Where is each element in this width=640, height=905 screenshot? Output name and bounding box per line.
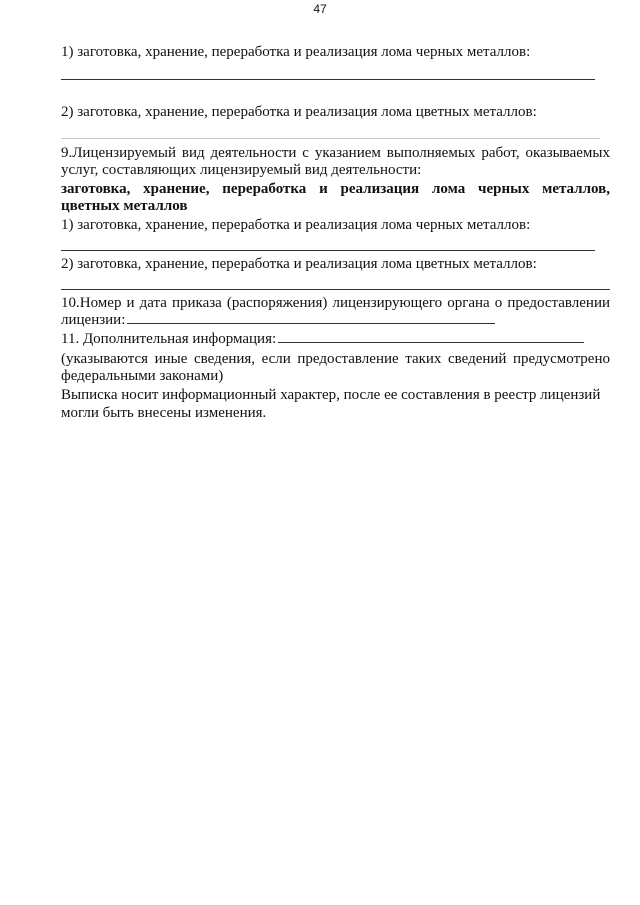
- s10-license-label: лицензии:: [61, 312, 126, 328]
- s9-item-ferrous-label: 1) заготовка, хранение, переработка и реализация лома черных металлов:: [61, 217, 531, 233]
- s8-item-ferrous-fill-line: [61, 79, 595, 80]
- s8-item-nonferrous-label: 2) заготовка, хранение, переработка и реализация лома цветных металлов:: [61, 104, 537, 120]
- s9-activity-bold-line1: заготовка, хранение, переработка и реализация лома черных металлов,: [61, 181, 610, 197]
- s9-item-nonferrous-label: 2) заготовка, хранение, переработка и реализация лома цветных металлов:: [61, 256, 537, 272]
- s11-note-line1: (указываются иные сведения, если предоставление таких сведений предусмотрено: [61, 351, 610, 367]
- page-number: 47: [313, 2, 327, 16]
- s9-activity-bold-line2: цветных металлов: [61, 198, 188, 214]
- s9-item-ferrous-fill-line: [61, 250, 595, 251]
- s11-additional-info-fill-line: [278, 341, 584, 343]
- s8-item-nonferrous-fill-line: [61, 138, 600, 139]
- s9-heading-line1: 9.Лицензируемый вид деятельности с указанием выполняемых работ, оказываемых: [61, 145, 610, 161]
- footer-note-line2: могли быть внесены изменения.: [61, 405, 267, 421]
- s10-license-fill-line: [127, 322, 495, 324]
- s9-heading-line2: услуг, составляющих лицензируемый вид деятельности:: [61, 162, 422, 178]
- footer-note-line1: Выписка носит информационный характер, после ее составления в реестр лицензий: [61, 387, 601, 403]
- s11-note-line2: федеральными законами): [61, 368, 224, 384]
- s8-item-ferrous-label: 1) заготовка, хранение, переработка и реализация лома черных металлов:: [61, 44, 531, 60]
- s11-additional-info-label: 11. Дополнительная информация:: [61, 331, 277, 347]
- s10-line2: [61, 312, 610, 329]
- s9-item-nonferrous-fill-line: [61, 289, 610, 290]
- s10-line1: 10.Номер и дата приказа (распоряжения) лицензирующего органа о предоставлении: [61, 295, 610, 311]
- s11-line: [61, 331, 610, 348]
